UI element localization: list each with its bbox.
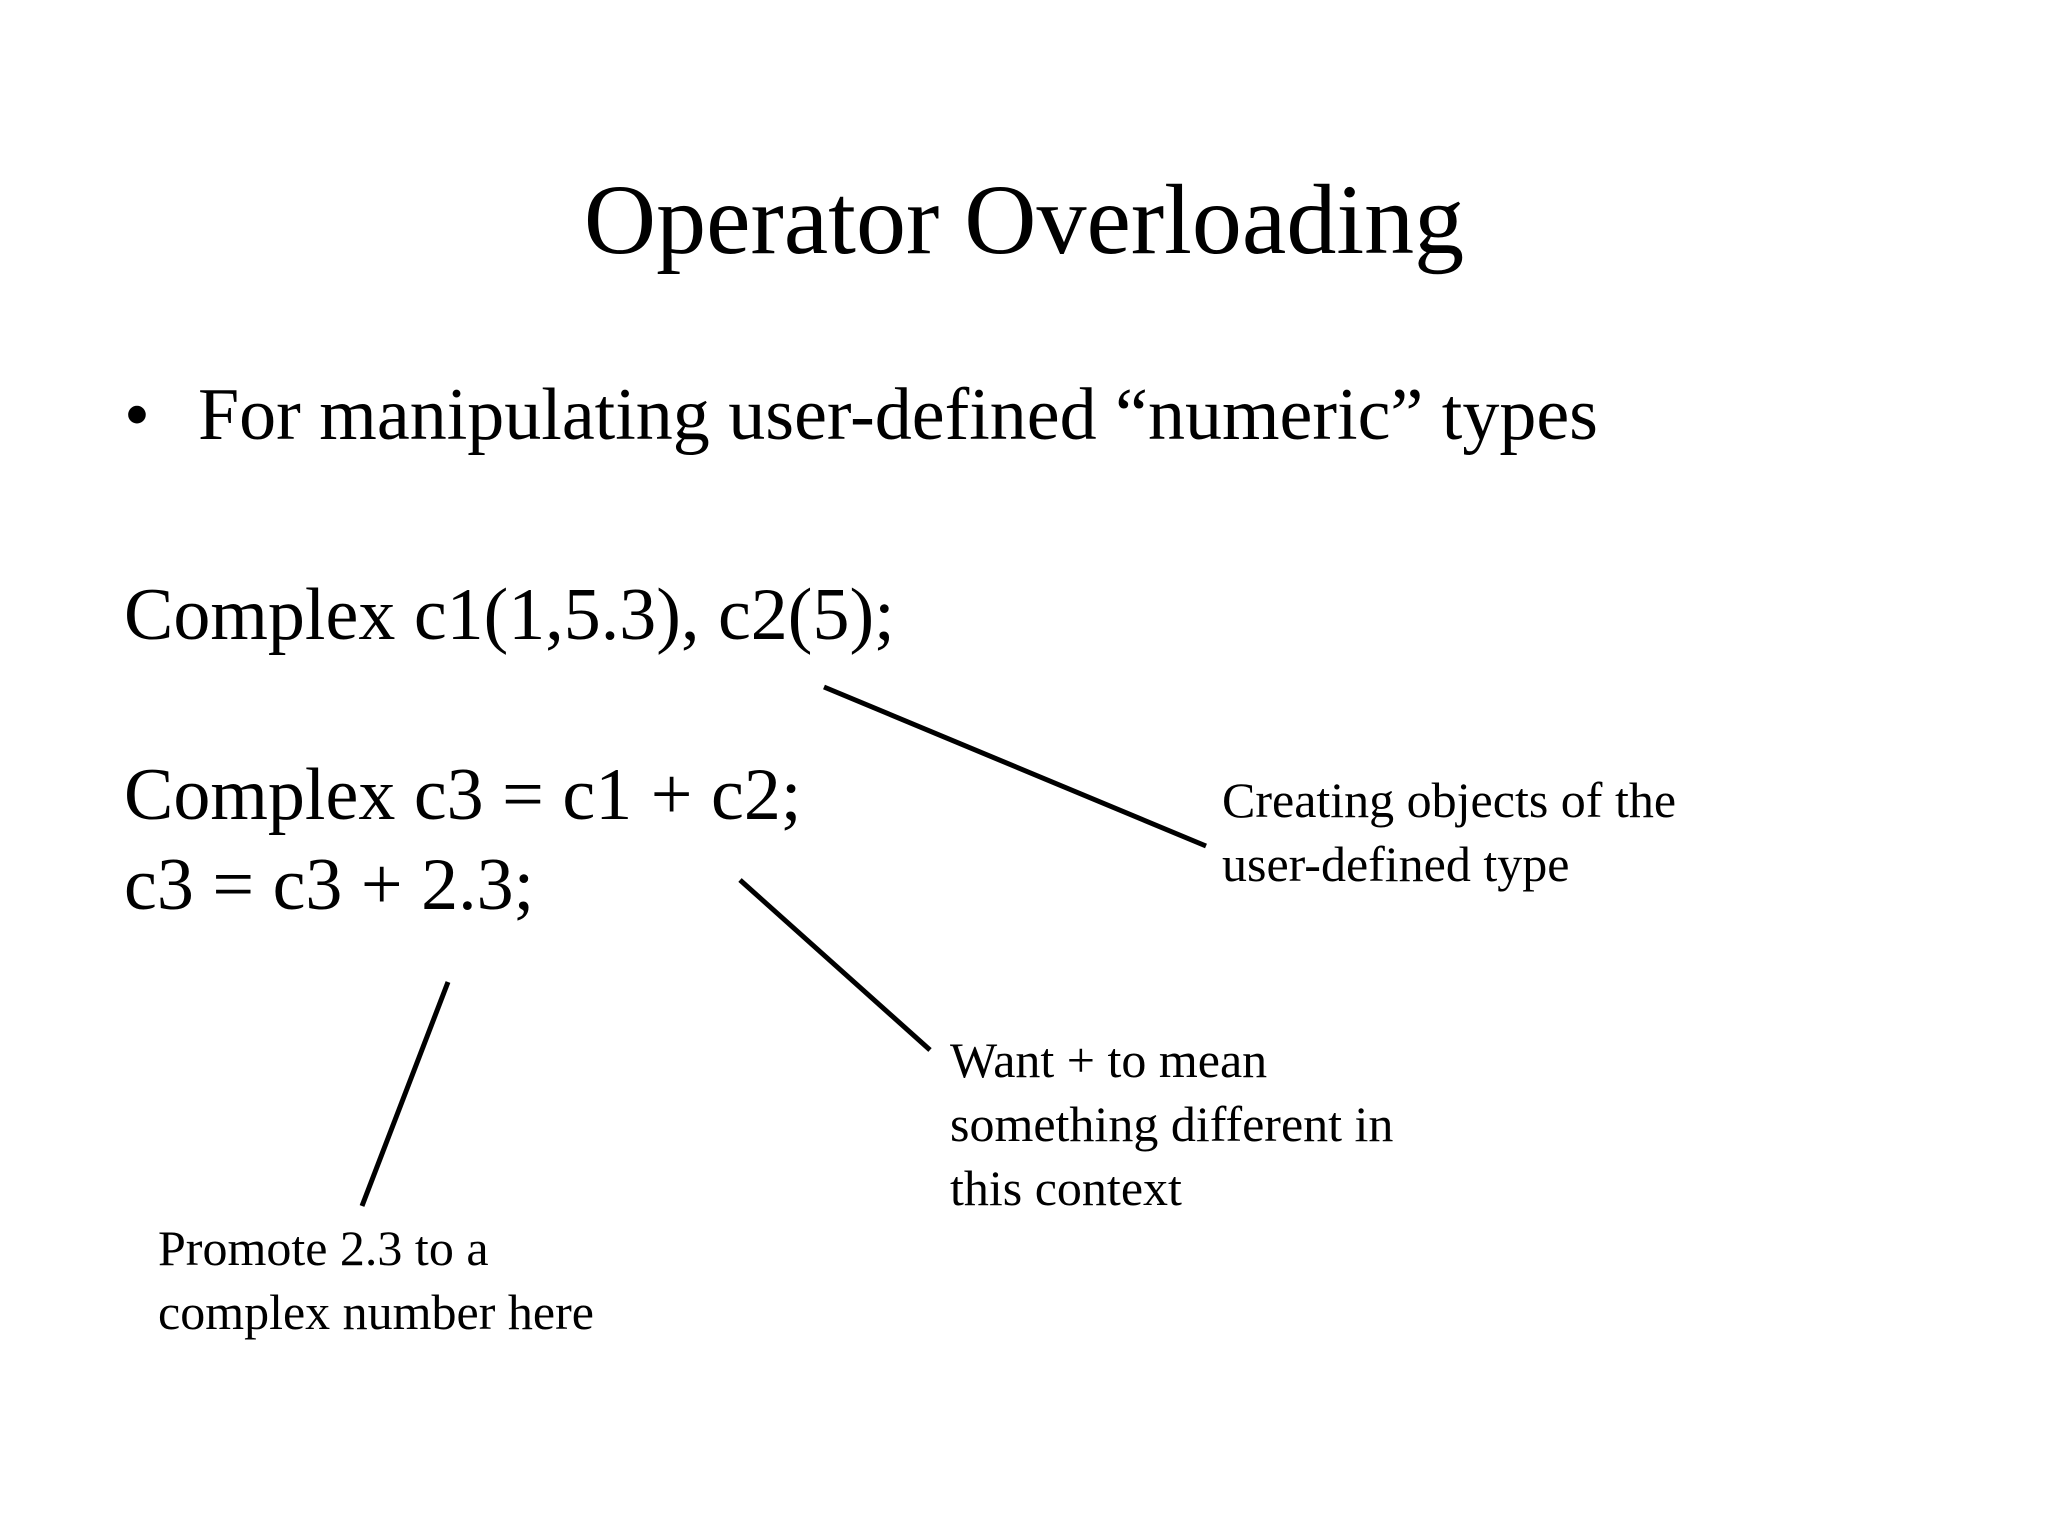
pointer-line-plus-meaning — [740, 880, 930, 1050]
code-line-promotion: c3 = c3 + 2.3; — [124, 844, 535, 926]
pointer-line-creating-objects — [824, 687, 1206, 846]
note-line: Want + to mean — [950, 1032, 1268, 1088]
note-line: user-defined type — [1222, 836, 1570, 892]
pointer-line-promote — [362, 982, 448, 1206]
note-line: complex number here — [158, 1284, 594, 1340]
bullet-text: For manipulating user-defined “numeric” types — [198, 374, 1598, 456]
note-line: something different in — [950, 1096, 1394, 1152]
note-line: Creating objects of the — [1222, 772, 1677, 828]
code-line-declaration: Complex c1(1,5.3), c2(5); — [124, 574, 895, 656]
bullet-marker: • — [124, 374, 150, 456]
code-line-addition: Complex c3 = c1 + c2; — [124, 754, 802, 836]
slide-title: Operator Overloading — [583, 164, 1465, 275]
note-line: this context — [950, 1160, 1182, 1216]
note-line: Promote 2.3 to a — [158, 1220, 489, 1276]
